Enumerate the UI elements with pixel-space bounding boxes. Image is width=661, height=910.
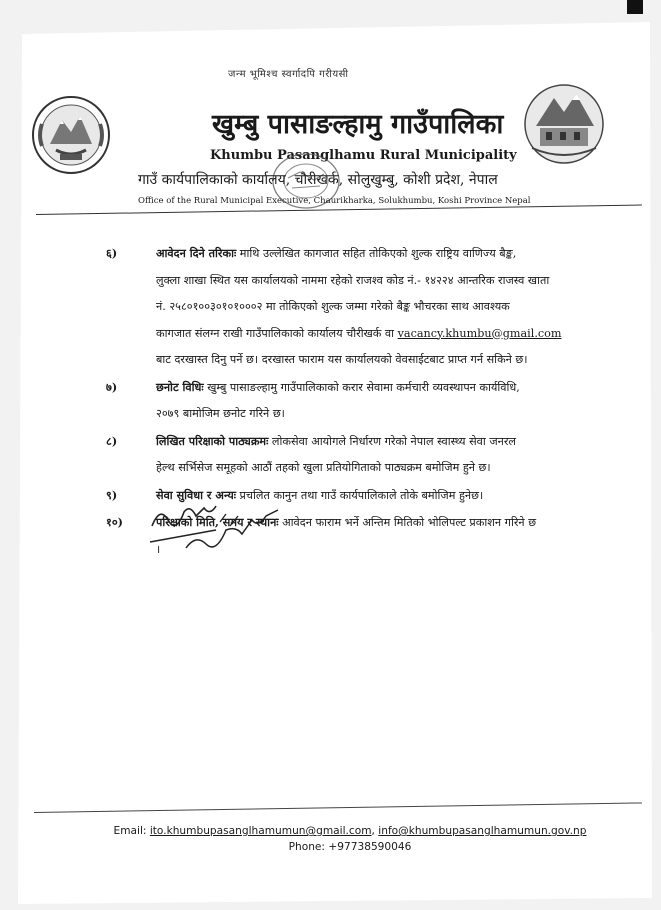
notice-item-exam-syllabus bbox=[106, 428, 576, 482]
item-number: ६) bbox=[106, 246, 118, 260]
vacancy-email-link[interactable]: vacancy.khumbu@gmail.com bbox=[397, 326, 562, 340]
footer-email-label: Email: bbox=[113, 825, 150, 837]
tagline: जन्म भूमिश्च स्वर्गादपि गरीयसी bbox=[228, 69, 349, 80]
footer-separator: , bbox=[371, 825, 379, 837]
footer-email-link-info[interactable]: info@khumbupasanglhamumun.gov.np bbox=[378, 825, 587, 837]
item-text: बाट दरखास्त दिनु पर्ने छ। दरखास्त फाराम यस कार्यालयको वेवसाईटबाट प्राप्त गर्न सकिने छ। bbox=[156, 353, 528, 366]
nepal-emblem-logo bbox=[30, 94, 112, 176]
item-text: २०७९ बामोजिम छनोट गरिने छ। bbox=[156, 407, 285, 420]
item-number: ८) bbox=[106, 433, 118, 448]
municipality-title-nepali: खुम्बु पासाङल्हामु गाउँपालिका bbox=[212, 109, 504, 140]
item-text: । bbox=[156, 542, 161, 556]
item-label: छनोट विधिः bbox=[156, 379, 204, 394]
handwritten-signature bbox=[146, 486, 296, 556]
item-label: परिक्षाको मिति, समय र स्थानः bbox=[156, 515, 279, 529]
notice-item-selection-method bbox=[106, 374, 576, 428]
footer-phone: Phone: +97738590046 bbox=[288, 841, 412, 853]
item-text: लुक्ला शाखा स्थित यस कार्यालयको नाममा रहेको राजश्व कोड नं.- १४२२४ आन्तरिक राजस्व खाता bbox=[156, 273, 550, 287]
notice-item-application-method bbox=[106, 240, 576, 374]
item-text: आवेदन फाराम भर्ने अन्तिम मितिको भोलिपल्ट प्रकाशन गरिने छ bbox=[278, 516, 537, 529]
address-english: Office of the Rural Municipal Executive, Chaurikharka, Solukhumbu, Koshi Province Nepal bbox=[138, 196, 531, 206]
item-text: हेल्थ सर्भिसेज समूहको आठौं तहको खुला प्रतियोगिताको पाठ्यक्रम बमोजिम हुने छ। bbox=[156, 461, 491, 474]
item-label: लिखित परिक्षाको पाठ्यक्रमः bbox=[156, 433, 269, 448]
item-number: ७) bbox=[106, 379, 118, 394]
item-text: कागजात संलग्न राखी गाउँपालिकाको कार्यालय चौरीखर्क वा bbox=[156, 326, 398, 340]
item-text: खुम्बु पासाङल्हामु गाउँपालिकाको करार सेवामा कर्मचारी व्यवस्थापन कार्यविधि, bbox=[203, 380, 520, 394]
item-number: ९) bbox=[106, 487, 118, 502]
item-label: आवेदन दिने तरिकाः bbox=[156, 246, 237, 260]
footer bbox=[110, 823, 590, 855]
footer-email-link-ito[interactable]: ito.khumbupasanglhamumun@gmail.com bbox=[149, 825, 372, 837]
municipality-title-english: Khumbu Pasanglhamu Rural Municipality bbox=[210, 148, 517, 163]
item-label: सेवा सुविधा र अन्यः bbox=[156, 487, 236, 502]
scan-corner bbox=[627, 0, 643, 14]
address-nepali: गाउँ कार्यपालिकाको कार्यालय, चौरीखर्क, सोलुखुम्बु, कोशी प्रदेश, नेपाल bbox=[138, 172, 498, 188]
item-number: १०) bbox=[106, 515, 123, 529]
item-text: माथि उल्लेखित कागजात सहित तोकिएको शुल्क राष्ट्रिय वाणिज्य बैङ्क, bbox=[236, 247, 517, 260]
item-text: नं. २५८०१००३०१०१०००२ मा तोकिएको शुल्क जम्मा गरेको बैङ्क भौचरका साथ आवश्यक bbox=[156, 300, 510, 313]
item-text: लोकसेवा आयोगले निर्धारण गरेको नेपाल स्वास्थ्य सेवा जनरल bbox=[268, 434, 516, 448]
municipality-logo bbox=[522, 82, 606, 166]
item-text: प्रचलित कानुन तथा गाउँ कार्यपालिकाले तोके बमोजिम हुनेछ। bbox=[236, 488, 484, 502]
